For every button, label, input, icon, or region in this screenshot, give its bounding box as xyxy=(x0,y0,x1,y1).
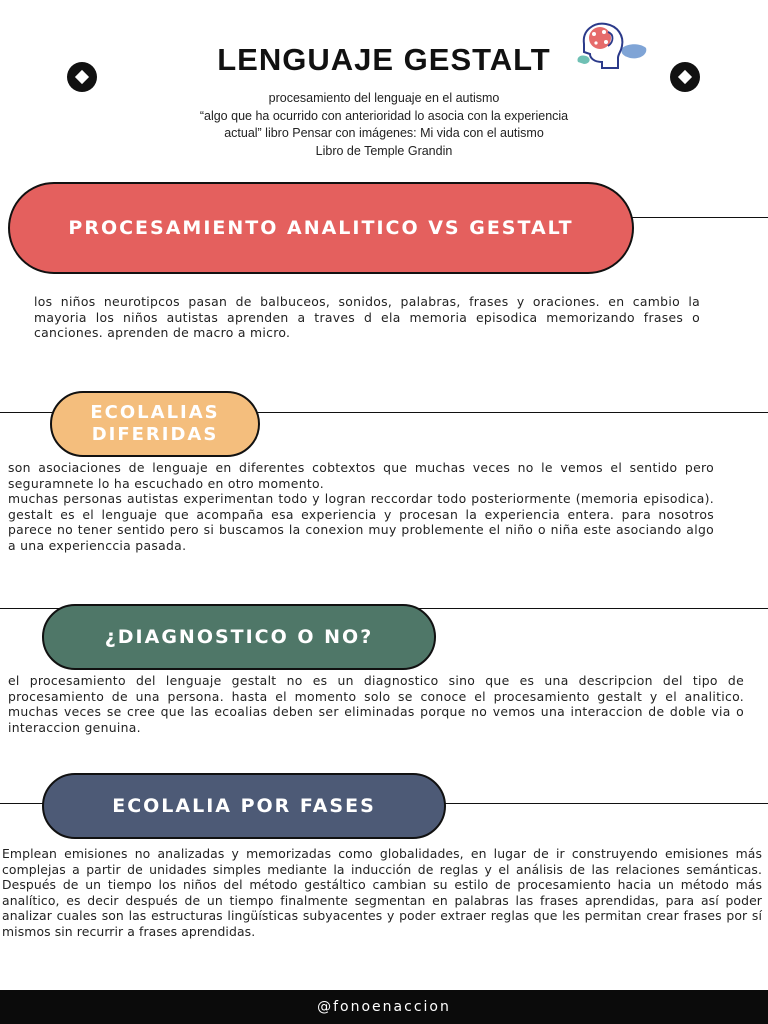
paragraph: muchas personas autistas experimentan todo y logran reccordar todo posteriormente (memoria episodica). gestalt es el lenguaje que acompaña esa experiencia y procesan la experiencia entera. para nosotros parece no tener sentido pero si buscamos la conexion muy problemente el niño o niña este asociando algo a una experienccia pasada. xyxy=(8,491,714,553)
section-text-fases: Emplean emisiones no analizadas y memorizadas como globalidades, en lugar de ir construyendo emisiones más complejas a partir de unidades simples mediante la inducción de reglas y el análisis de las relaciones semánticas. Después de un tiempo los niños del método gestáltico cambian su estilo de procesamiento hacia un método más analítico, es decir después de un tiempo finalmente segmentan en palabras las frases aprendidas, para así poder analizar cuales son las estructuras lingüísticas subyacentes y poder extraer reglas que les permitan crear frases por sí mismos sin recurrir a frases aprendidas. xyxy=(2,846,762,939)
footer-handle: @fonoenaccion xyxy=(317,999,451,1015)
section-text-diagnostico: el procesamiento del lenguaje gestalt no es un diagnostico sino que es una descripcion del tipo de procesamiento de una persona. hasta el momento solo se conoce el procesamiento gestalt y el analitico. muchas veces se cree que las ecoalias deben ser eliminadas porque no vemos una interaccion de doble via o interaccion genuina. xyxy=(8,673,744,735)
subtitle-line: “algo que ha ocurrido con anterioridad lo asocia con la experiencia xyxy=(199,108,569,123)
section-heading-label: DIFERIDAS xyxy=(91,424,219,445)
section-heading-ecolalia-por-fases xyxy=(42,773,446,839)
section-heading-ecolalias-diferidas xyxy=(50,391,260,457)
diamond-icon xyxy=(670,62,700,92)
subtitle-line: actual” libro Pensar con imágenes: Mi vida con el autismo xyxy=(224,126,544,140)
section-heading-label: PROCESAMIENTO ANALITICO VS GESTALT xyxy=(68,217,574,239)
section-text-analitico: los niños neurotipcos pasan de balbuceos, sonidos, palabras, frases y oraciones. en cambio la mayoria los niños autistas aprenden a traves d ela memoria episodica memorizando frases o canciones. aprenden de macro a micro. xyxy=(34,294,700,340)
diamond-icon xyxy=(67,62,97,92)
page-title: LENGUAJE GESTALT xyxy=(217,42,551,77)
subtitle-line: procesamiento del lenguaje en el autismo xyxy=(268,91,500,105)
section-heading-label: ¿DIAGNOSTICO O NO? xyxy=(104,626,374,648)
section-heading-analitico-vs-gestalt xyxy=(8,182,634,274)
section-heading-diagnostico xyxy=(42,604,436,670)
section-heading-label: ECOLALIA POR FASES xyxy=(112,795,376,817)
divider-line xyxy=(630,217,768,218)
subtitle-line: Libro de Temple Grandin xyxy=(315,143,453,158)
paragraph: son asociaciones de lenguaje en diferentes cobtextos que muchas veces no le vemos el sentido pero seguramnete lo ha escuchado en otro momento. xyxy=(8,460,714,491)
section-text-ecolalias xyxy=(8,460,714,553)
subtitle xyxy=(120,90,648,160)
section-heading-label: ECOLALIAS xyxy=(90,402,220,423)
footer-bar xyxy=(0,990,768,1024)
